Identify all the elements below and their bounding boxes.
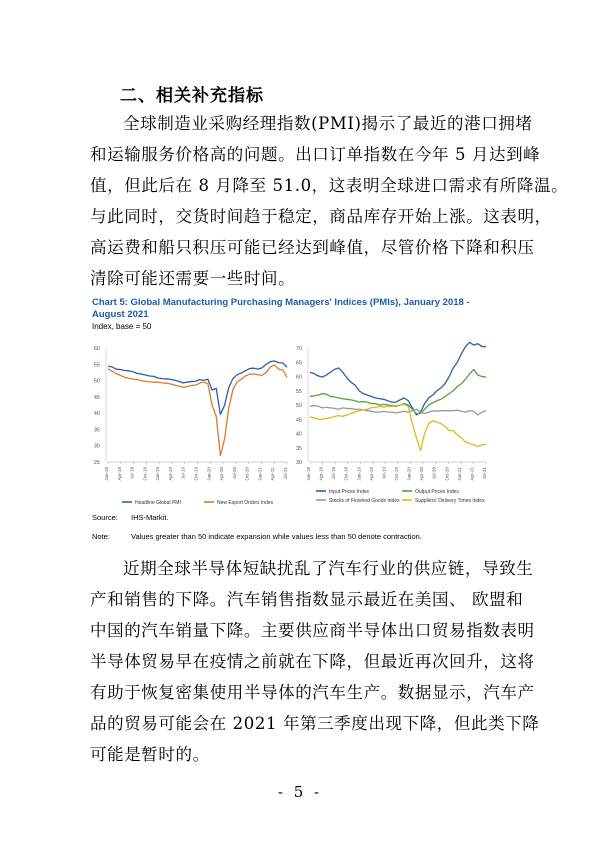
text-line: 产和销售的下降。汽车销售指数显示最近在美国、 欧盟和 (90, 590, 524, 609)
chart-title-line: August 2021 (92, 309, 149, 320)
series-line (310, 342, 486, 415)
chart-subtitle: Index, base = 50 (92, 322, 152, 331)
y-tick-label: 45 (295, 417, 302, 424)
series-line (108, 361, 287, 414)
text-line: 和运输服务价格高的问题。出口订单指数在今年 5 月达到峰 (90, 145, 541, 164)
x-tick-label: Jan-20 (206, 467, 212, 481)
text-line: 可能是暂时的。 (90, 745, 210, 764)
series-line (310, 406, 486, 415)
paragraph-semiconductor (90, 553, 540, 770)
x-tick-label: Oct-20 (444, 467, 450, 481)
note-label: Note: (92, 532, 110, 541)
x-tick-label: Apr-21 (270, 467, 276, 481)
y-tick-label: 60 (295, 374, 302, 381)
text-line: 中国的汽车销量下降。主要供应商半导体出口贸易指数表明 (90, 621, 535, 640)
source-label: Source: (92, 513, 118, 522)
legend-label: Suppliers' Delivery Times Index (415, 498, 485, 504)
x-tick-label: Jul-21 (283, 467, 288, 480)
y-tick-label: 55 (93, 362, 100, 369)
x-tick-label: Jul-18 (129, 467, 135, 480)
x-tick-label: Jul-20 (431, 467, 437, 480)
legend-label: Headline Global PMI (135, 500, 181, 506)
y-tick-label: 30 (295, 460, 302, 466)
x-tick-label: Apr-18 (116, 467, 122, 481)
page-number: - 5 - (277, 783, 323, 801)
text-line: 与此同时，交货时间趋于稳定，商品库存开始上涨。这表明， (90, 207, 552, 226)
x-tick-label: Apr-20 (219, 467, 225, 481)
text-line: 半导体贸易早在疫情之前就在下降，但最近再次回升，这将 (90, 652, 535, 671)
x-tick-label: Oct-20 (244, 467, 250, 481)
y-tick-label: 30 (93, 443, 100, 450)
y-tick-label: 40 (93, 411, 100, 418)
legend-label: Input Prices Index (329, 489, 370, 495)
x-tick-label: Apr-20 (419, 467, 425, 481)
x-tick-label: Jul-19 (180, 467, 186, 480)
x-tick-label: Jan-19 (356, 467, 362, 481)
chart-title (92, 297, 512, 321)
y-tick-label: 25 (93, 460, 100, 466)
x-tick-label: Apr-19 (368, 467, 374, 481)
x-tick-label: Oct-18 (142, 467, 148, 481)
y-tick-label: 55 (295, 388, 302, 395)
y-tick-label: 40 (295, 431, 302, 438)
x-tick-label: Jan-21 (257, 467, 263, 481)
x-tick-label: Jan-20 (406, 467, 412, 481)
y-tick-label: 65 (295, 360, 302, 367)
text-line: 近期全球半导体短缺扰乱了汽车行业的供应链，导致生 (123, 559, 534, 578)
x-tick-label: Jul-18 (331, 467, 337, 480)
y-tick-label: 35 (295, 445, 302, 452)
y-tick-label: 70 (295, 346, 302, 352)
pmi-headline-chart (92, 338, 302, 516)
legend-label: Stocks of Finished Goods Index (329, 498, 400, 504)
x-tick-label: Apr-21 (469, 467, 475, 481)
y-tick-label: 60 (93, 346, 100, 352)
legend-label: New Export Orders Index (217, 500, 274, 506)
x-tick-label: Jan-21 (456, 467, 462, 481)
section-heading: 二、相关补充指标 (120, 86, 264, 106)
y-tick-label: 50 (93, 378, 100, 385)
note-text: Values greater than 50 indicate expansion while values less than 50 denote contraction. (131, 532, 422, 541)
x-tick-label: Jul-20 (231, 467, 237, 480)
x-tick-label: Jul-19 (381, 467, 387, 480)
text-line: 高运费和船只积压可能已经达到峰值，尽管价格下降和积压 (90, 238, 535, 257)
y-tick-label: 35 (93, 427, 100, 434)
x-tick-label: Jul-21 (482, 467, 487, 480)
text-line: 有助于恢复密集使用半导体的汽车生产。数据显示，汽车产 (90, 683, 535, 702)
y-tick-label: 45 (93, 394, 100, 401)
legend-label: Output Prices Index (415, 489, 459, 495)
text-line: 品的贸易可能会在 2021 年第三季度出现下降，但此类下降 (90, 714, 540, 733)
x-tick-label: Jan-18 (306, 467, 311, 481)
text-line: 清除可能还需要一些时间。 (90, 269, 296, 288)
y-tick-label: 50 (295, 403, 302, 409)
source-text: IHS-Markit. (131, 513, 169, 522)
paragraph-port-congestion (90, 108, 569, 294)
x-tick-label: Jan-19 (155, 467, 161, 481)
text-line: 值，但此后在 8 月降至 51.0，这表明全球进口需求有所降温。 (90, 176, 569, 195)
x-tick-label: Oct-19 (193, 467, 199, 481)
x-tick-label: Apr-19 (167, 467, 173, 481)
x-tick-label: Apr-18 (318, 467, 324, 481)
x-tick-label: Jan-18 (104, 467, 109, 481)
pmi-subindices-chart (295, 338, 512, 516)
x-tick-label: Oct-19 (394, 467, 399, 481)
x-tick-label: Oct-18 (343, 467, 349, 481)
series-line (310, 369, 486, 413)
chart-title-line: Chart 5: Global Manufacturing Purchasing Managers' Indices (PMIs), January 2018 - (92, 297, 470, 308)
series-line (108, 365, 287, 456)
text-line: 全球制造业采购经理指数(PMI)揭示了最近的港口拥堵 (123, 114, 533, 133)
